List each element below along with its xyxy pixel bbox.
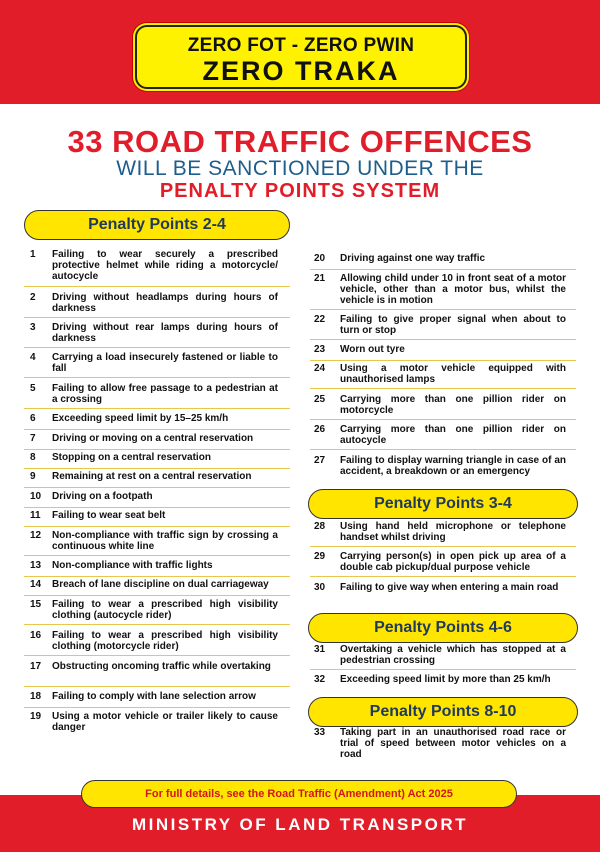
page-subtitle-system: PENALTY POINTS SYSTEM	[159, 180, 441, 202]
offence-text: Driving on a footpath	[52, 491, 153, 502]
offence-text: Obstructing oncoming traffic while overtaking	[52, 661, 271, 672]
offence-row	[24, 452, 290, 469]
offence-row	[24, 249, 290, 287]
group-heading-2-4: Penalty Points 2-4	[24, 210, 290, 240]
offence-row	[24, 599, 290, 625]
offence-row	[24, 491, 290, 508]
offence-text: Using a motor vehicle or trailer likely to cause danger	[52, 711, 278, 733]
footer-note: For full details, see the Road Traffic (Amendment) Act 2025	[81, 780, 517, 808]
slogan-sign	[135, 25, 467, 89]
offence-number: 13	[30, 560, 42, 571]
offence-text: Breach of lane discipline on dual carriageway	[52, 579, 269, 590]
offence-number: 11	[30, 510, 41, 521]
offence-number: 28	[314, 521, 326, 532]
page-subtitle: WILL BE SANCTIONED UNDER THE	[116, 157, 484, 180]
offence-row	[310, 455, 576, 481]
offence-number: 14	[30, 579, 42, 590]
offence-text: Driving without headlamps during hours of darkness	[52, 292, 278, 314]
offence-number: 18	[30, 691, 42, 702]
offence-number: 1	[30, 249, 36, 260]
offence-text: Carrying more than one pillion rider on motorcycle	[340, 394, 566, 416]
slogan-line2: ZERO TRAKA	[202, 56, 400, 86]
offence-number: 7	[30, 433, 36, 444]
offence-text: Failing to wear a prescribed high visibility clothing (autocycle rider)	[52, 599, 278, 621]
offence-row	[24, 352, 290, 378]
offence-text: Carrying a load insecurely fastened or liable to fall	[52, 352, 278, 374]
offence-text: Carrying person(s) in open pick up area of a double cab pickup/dual purpose vehicle	[340, 551, 566, 573]
group-heading-4-6: Penalty Points 4-6	[308, 613, 578, 643]
offence-text: Failing to display warning triangle in case of an accident, a breakdown or an emergency	[340, 455, 566, 477]
offence-number: 19	[30, 711, 42, 722]
offence-number: 6	[30, 413, 36, 424]
offence-text: Taking part in an unauthorised road race or trial of speed between motor vehicles on a road	[340, 727, 566, 760]
offence-row	[24, 560, 290, 577]
offence-row	[24, 322, 290, 348]
offence-row	[310, 674, 576, 691]
offence-text: Failing to allow free passage to a pedestrian at a crossing	[52, 383, 278, 405]
offence-row	[24, 579, 290, 596]
offence-text: Driving against one way traffic	[340, 253, 486, 264]
offence-text: Non-compliance with traffic sign by crossing a continuous white line	[52, 530, 278, 552]
offence-number: 9	[30, 471, 36, 482]
group-heading-3-4: Penalty Points 3-4	[308, 489, 578, 519]
offence-number: 27	[314, 455, 326, 466]
offence-number: 30	[314, 582, 326, 593]
offence-text: Using a motor vehicle equipped with unauthorised lamps	[340, 363, 566, 385]
offence-number: 17	[30, 661, 42, 672]
offence-number: 29	[314, 551, 326, 562]
offence-number: 5	[30, 383, 36, 394]
offence-text: Failing to wear seat belt	[52, 510, 166, 521]
offence-number: 3	[30, 322, 36, 333]
offence-text: Remaining at rest on a central reservation	[52, 471, 252, 482]
offence-number: 23	[314, 344, 326, 355]
offence-number: 25	[314, 394, 326, 405]
offence-row	[310, 582, 576, 608]
offence-text: Stopping on a central reservation	[52, 452, 211, 463]
offence-row	[310, 644, 576, 670]
offence-row	[24, 691, 290, 708]
offence-number: 22	[314, 314, 326, 325]
slogan-line1: ZERO FOT - ZERO PWIN	[187, 35, 415, 56]
offence-row	[310, 394, 576, 420]
offence-number: 33	[314, 727, 326, 738]
offence-row	[310, 363, 576, 389]
offence-number: 16	[30, 630, 42, 641]
offence-row	[310, 344, 576, 361]
page-title: 33 ROAD TRAFFIC OFFENCES	[67, 124, 533, 159]
offence-text: Failing to give way when entering a main road	[340, 582, 559, 593]
offence-row	[24, 383, 290, 409]
offence-text: Worn out tyre	[340, 344, 405, 355]
offence-row	[310, 314, 576, 340]
offence-text: Allowing child under 10 in front seat of a motor vehicle, other than a motor bus, whilst the vehicle is in motion	[340, 273, 566, 306]
offence-number: 21	[314, 273, 326, 284]
offence-number: 32	[314, 674, 326, 685]
offence-row	[310, 253, 576, 270]
offence-text: Exceeding speed limit by more than 25 km/h	[340, 674, 551, 685]
offence-number: 26	[314, 424, 326, 435]
offence-text: Overtaking a vehicle which has stopped at a pedestrian crossing	[340, 644, 566, 666]
offence-text: Failing to wear a prescribed high visibility clothing (motorcycle rider)	[52, 630, 278, 652]
offence-row	[310, 551, 576, 577]
offence-text: Non-compliance with traffic lights	[52, 560, 213, 571]
ministry-name: MINISTRY OF LAND TRANSPORT	[131, 815, 469, 834]
offence-text: Failing to give proper signal when about to turn or stop	[340, 314, 566, 336]
offence-text: Failing to comply with lane selection arrow	[52, 691, 256, 702]
offence-row	[310, 273, 576, 310]
offence-number: 20	[314, 253, 326, 264]
offence-text: Driving or moving on a central reservation	[52, 433, 254, 444]
offence-text: Using hand held microphone or telephone handset whilst driving	[340, 521, 566, 543]
offence-number: 12	[30, 530, 42, 541]
offence-number: 10	[30, 491, 42, 502]
offence-number: 4	[30, 352, 36, 363]
offence-number: 31	[314, 644, 326, 655]
offence-row	[24, 530, 290, 556]
offence-row	[24, 661, 290, 687]
offence-text: Driving without rear lamps during hours of darkness	[52, 322, 278, 344]
offence-row	[310, 521, 576, 547]
offence-number: 15	[30, 599, 42, 610]
offence-row	[310, 424, 576, 450]
offence-text: Failing to wear securely a prescribed protective helmet while riding a motorcycle/ autocycle	[52, 249, 278, 282]
offence-row	[24, 292, 290, 318]
group-heading-8-10: Penalty Points 8-10	[308, 697, 578, 727]
offence-row	[24, 413, 290, 430]
offence-text: Exceeding speed limit by 15–25 km/h	[52, 413, 229, 424]
offence-row	[24, 630, 290, 656]
offence-number: 24	[314, 363, 326, 374]
offence-number: 8	[30, 452, 36, 463]
offence-number: 2	[30, 292, 36, 303]
offence-text: Carrying more than one pillion rider on autocycle	[340, 424, 566, 446]
offence-row	[310, 727, 576, 763]
offence-row	[24, 711, 290, 737]
offence-row	[24, 510, 290, 527]
offence-row	[24, 471, 290, 488]
offence-row	[24, 433, 290, 450]
